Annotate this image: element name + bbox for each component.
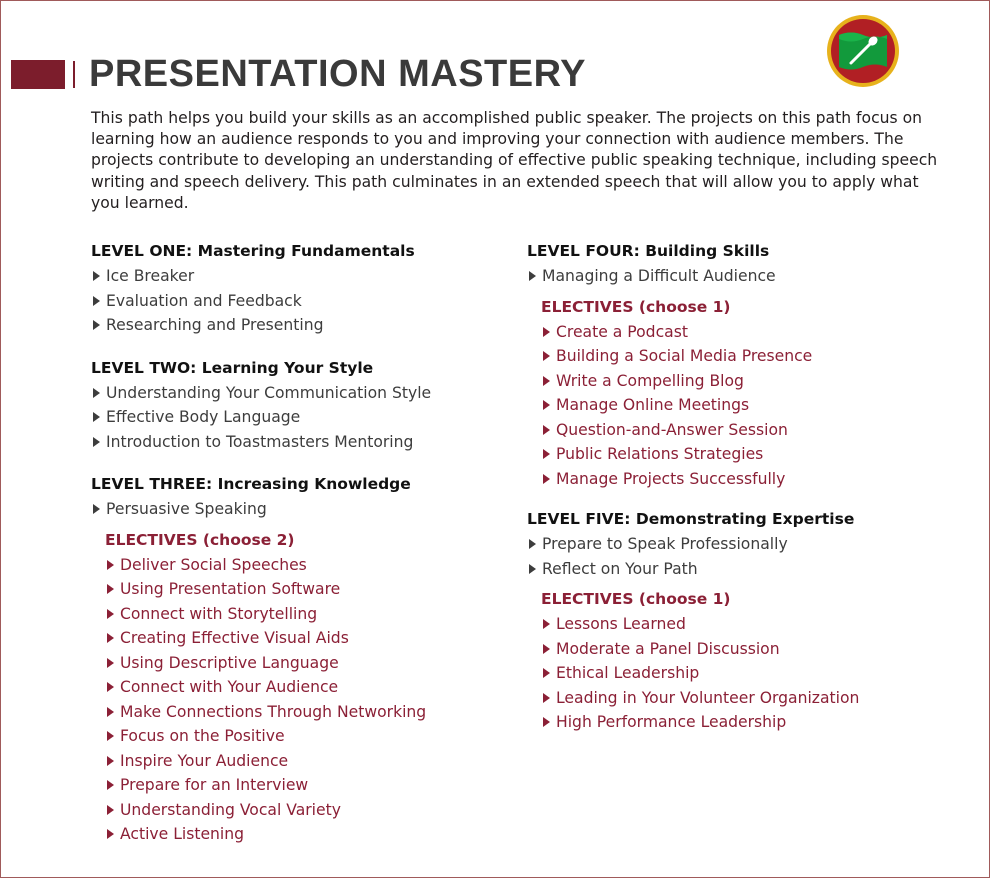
bullet-arrow-icon [107, 609, 114, 619]
bullet-arrow-icon [543, 376, 550, 386]
bullet-arrow-icon [107, 560, 114, 570]
level-four-list [527, 266, 947, 291]
list-item: Ice Breaker [91, 266, 501, 291]
level-three-heading: LEVEL THREE: Increasing Knowledge [91, 475, 411, 493]
bullet-arrow-icon [543, 619, 550, 629]
list-item: Researching and Presenting [91, 315, 501, 340]
list-item: Effective Body Language [91, 407, 501, 432]
bullet-arrow-icon [107, 805, 114, 815]
level-four-heading: LEVEL FOUR: Building Skills [527, 242, 770, 260]
level-three-electives [105, 530, 501, 849]
level-one-list [91, 266, 501, 340]
list-item: Introduction to Toastmasters Mentoring [91, 432, 501, 457]
bullet-arrow-icon [529, 271, 536, 281]
elective-item: Prepare for an Interview [105, 775, 501, 800]
bullet-arrow-icon [543, 717, 550, 727]
level-one-heading: LEVEL ONE: Mastering Fundamentals [91, 242, 415, 260]
electives-heading: ELECTIVES (choose 2) [105, 530, 295, 549]
level-five-electives [541, 589, 947, 737]
right-column [527, 241, 947, 737]
bullet-arrow-icon [93, 504, 100, 514]
elective-item: Using Presentation Software [105, 579, 501, 604]
elective-item: Manage Projects Successfully [541, 469, 947, 494]
elective-item: Lessons Learned [541, 614, 947, 639]
bullet-arrow-icon [543, 449, 550, 459]
level-two-list [91, 383, 501, 457]
elective-item: Active Listening [105, 824, 501, 849]
bullet-arrow-icon [543, 351, 550, 361]
page-title: PRESENTATION MASTERY [89, 53, 586, 95]
level-five-list [527, 534, 947, 583]
bullet-arrow-icon [543, 327, 550, 337]
bullet-arrow-icon [543, 400, 550, 410]
electives-heading: ELECTIVES (choose 1) [541, 590, 731, 608]
list-item: Evaluation and Feedback [91, 291, 501, 316]
elective-item: Understanding Vocal Variety [105, 800, 501, 825]
elective-item: Write a Compelling Blog [541, 371, 947, 396]
list-item: Prepare to Speak Professionally [527, 534, 947, 559]
bullet-arrow-icon [107, 829, 114, 839]
bullet-arrow-icon [93, 388, 100, 398]
bullet-arrow-icon [107, 658, 114, 668]
bullet-arrow-icon [543, 425, 550, 435]
list-item: Understanding Your Communication Style [91, 383, 501, 408]
elective-item: Building a Social Media Presence [541, 346, 947, 371]
bullet-arrow-icon [93, 271, 100, 281]
bullet-arrow-icon [543, 693, 550, 703]
elective-item: Leading in Your Volunteer Organization [541, 688, 947, 713]
elective-item: Create a Podcast [541, 322, 947, 347]
elective-item: Deliver Social Speeches [105, 555, 501, 580]
elective-item: Connect with Storytelling [105, 604, 501, 629]
electives-list [105, 555, 501, 849]
elective-item: Inspire Your Audience [105, 751, 501, 776]
elective-item: Using Descriptive Language [105, 653, 501, 678]
bullet-arrow-icon [93, 296, 100, 306]
title-accent-block [11, 60, 65, 89]
level-four-electives [541, 297, 947, 494]
flag-microphone-badge-icon [825, 13, 901, 89]
electives-list [541, 322, 947, 494]
bullet-arrow-icon [93, 412, 100, 422]
level-three-list [91, 499, 501, 524]
bullet-arrow-icon [543, 474, 550, 484]
bullet-arrow-icon [107, 633, 114, 643]
elective-item: Ethical Leadership [541, 663, 947, 688]
bullet-arrow-icon [107, 731, 114, 741]
electives-heading: ELECTIVES (choose 1) [541, 297, 731, 316]
list-item: Persuasive Speaking [91, 499, 501, 524]
list-item: Managing a Difficult Audience [527, 266, 947, 291]
elective-item: Public Relations Strategies [541, 444, 947, 469]
bullet-arrow-icon [107, 707, 114, 717]
bullet-arrow-icon [93, 320, 100, 330]
elective-item: Moderate a Panel Discussion [541, 639, 947, 664]
elective-item: High Performance Leadership [541, 712, 947, 737]
bullet-arrow-icon [107, 584, 114, 594]
elective-item: Manage Online Meetings [541, 395, 947, 420]
elective-item: Connect with Your Audience [105, 677, 501, 702]
level-two-heading: LEVEL TWO: Learning Your Style [91, 358, 374, 377]
list-item: Reflect on Your Path [527, 559, 947, 584]
bullet-arrow-icon [529, 564, 536, 574]
elective-item: Make Connections Through Networking [105, 702, 501, 727]
elective-item: Question-and-Answer Session [541, 420, 947, 445]
bullet-arrow-icon [107, 780, 114, 790]
level-five-heading: LEVEL FIVE: Demonstrating Expertise [527, 510, 855, 528]
bullet-arrow-icon [543, 644, 550, 654]
left-column [91, 241, 501, 849]
bullet-arrow-icon [543, 668, 550, 678]
bullet-arrow-icon [93, 437, 100, 447]
elective-item: Focus on the Positive [105, 726, 501, 751]
bullet-arrow-icon [107, 682, 114, 692]
bullet-arrow-icon [107, 756, 114, 766]
electives-list [541, 614, 947, 737]
elective-item: Creating Effective Visual Aids [105, 628, 501, 653]
intro-paragraph: This path helps you build your skills as an accomplished public speaker. The projects on this path focus on learning how an audience responds to you and improving your connection with audience members. The projects contribute to developing an understanding of effective public speaking technique, including speech writing and speech delivery. This path culminates in an extended speech that will allow you to apply what you learned. [91, 109, 938, 212]
title-accent-rule [73, 61, 75, 88]
bullet-arrow-icon [529, 539, 536, 549]
